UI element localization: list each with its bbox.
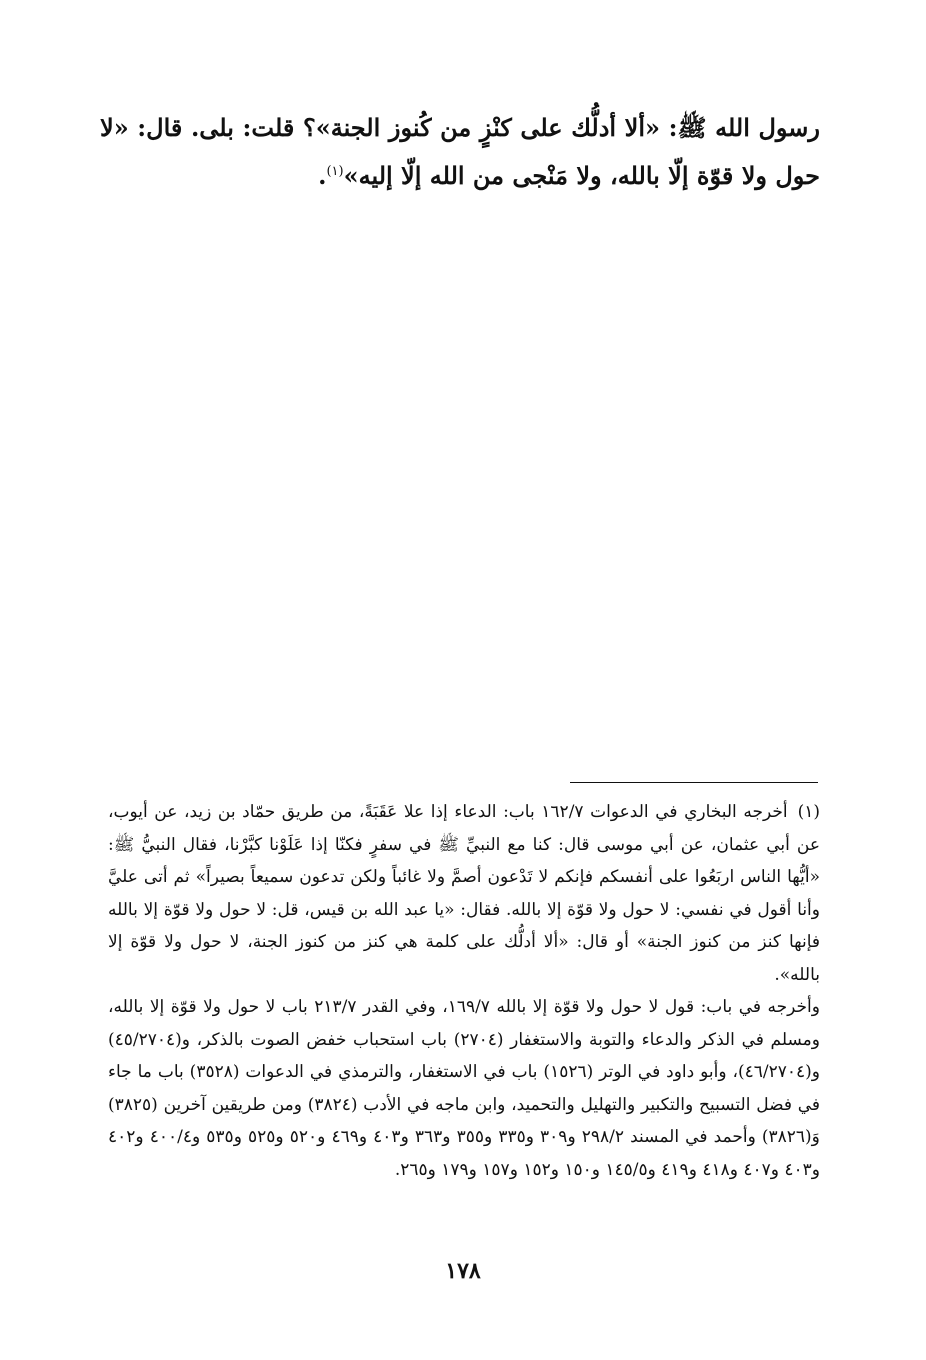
footnotes-section bbox=[108, 796, 820, 1186]
hadith-text: رسول الله ﷺ: «ألا أدلُّك على كنْزٍ من كُنوز الجنة»؟ قلت: بلى. قال: «لا حول ولا قوّة إلّا بالله، ولا مَنْجى من الله إلّا إليه» bbox=[100, 113, 820, 190]
footnote-number: (١) bbox=[797, 802, 821, 822]
footnote-1-paragraph-1 bbox=[108, 796, 820, 991]
footnote-1-paragraph-2: وأخرجه في باب: قول لا حول ولا قوّة إلا بالله ١٦٩/٧، وفي القدر ٢١٣/٧ باب لا حول ولا قوّة إلا بالله، ومسلم في الذكر والدعاء والتوبة والاستغفار (٢٧٠٤) باب استحباب خفض الصوت بالذكر، و(٤٥/٢٧٠٤) و(٤٦/٢٧٠٤)، وأبو داود في الوتر (١٥٢٦) باب في الاستغفار، والترمذي في الدعوات (٣٥٢٨) باب ما جاء في فضل التسبيح والتكبير والتهليل والتحميد، وابن ماجه في الأدب (٣٨٢٤) ومن طريقين آخرين (٣٨٢٥) وَ(٣٨٢٦) وأحمد في المسند ٢٩٨/٢ و٣٠٩ و٣٣٥ و٣٥٥ و٣٦٣ و٤٠٣ و٤٦٩ و٥٢٠ و٥٢٥ و٥٣٥ و٤٠٠/٤ و٤٠٢ و٤٠٣ و٤٠٧ و٤١٨ و٤١٩ و١٤٥/٥ و١٥٠ و١٥٢ و١٥٧ و١٧٩ و٢٦٥. bbox=[108, 997, 821, 1180]
footnote-1-text: أخرجه البخاري في الدعوات ١٦٢/٧ باب: الدعاء إذا علا عَقَبَةً، من طريق حمّاد بن زيد، عن أيوب، عن أبي عثمان، عن أبي موسى قال: كنا مع النبيِّ ﷺ في سفرٍ فكنّا إذا عَلَوْنا كبَّرْنا، فقال النبيُّ ﷺ: «أيُّها الناس اربَعُوا على أنفسكم فإنكم لا تَدْعون أصمَّ ولا غائباً ولكن تدعون سميعاً بصيراً» ثم أتى عليَّ وأنا أقول في نفسي: لا حول ولا قوّة إلا بالله. فقال: «يا عبد الله بن قيس، قل: لا حول ولا قوّة إلا بالله فإنها كنز من كنوز الجنة» أو قال: «ألا أدلُّك على كلمة هي كنز من كنوز الجنة، لا حول ولا قوّة إلا بالله». bbox=[108, 802, 820, 985]
page-number: ١٧٨ bbox=[445, 1258, 481, 1284]
main-text-block bbox=[100, 104, 820, 200]
end-punctuation: . bbox=[318, 161, 327, 190]
hadith-paragraph bbox=[100, 104, 820, 200]
footnote-separator-line bbox=[570, 782, 818, 783]
footnote-reference-marker[interactable]: (١) bbox=[326, 164, 344, 179]
